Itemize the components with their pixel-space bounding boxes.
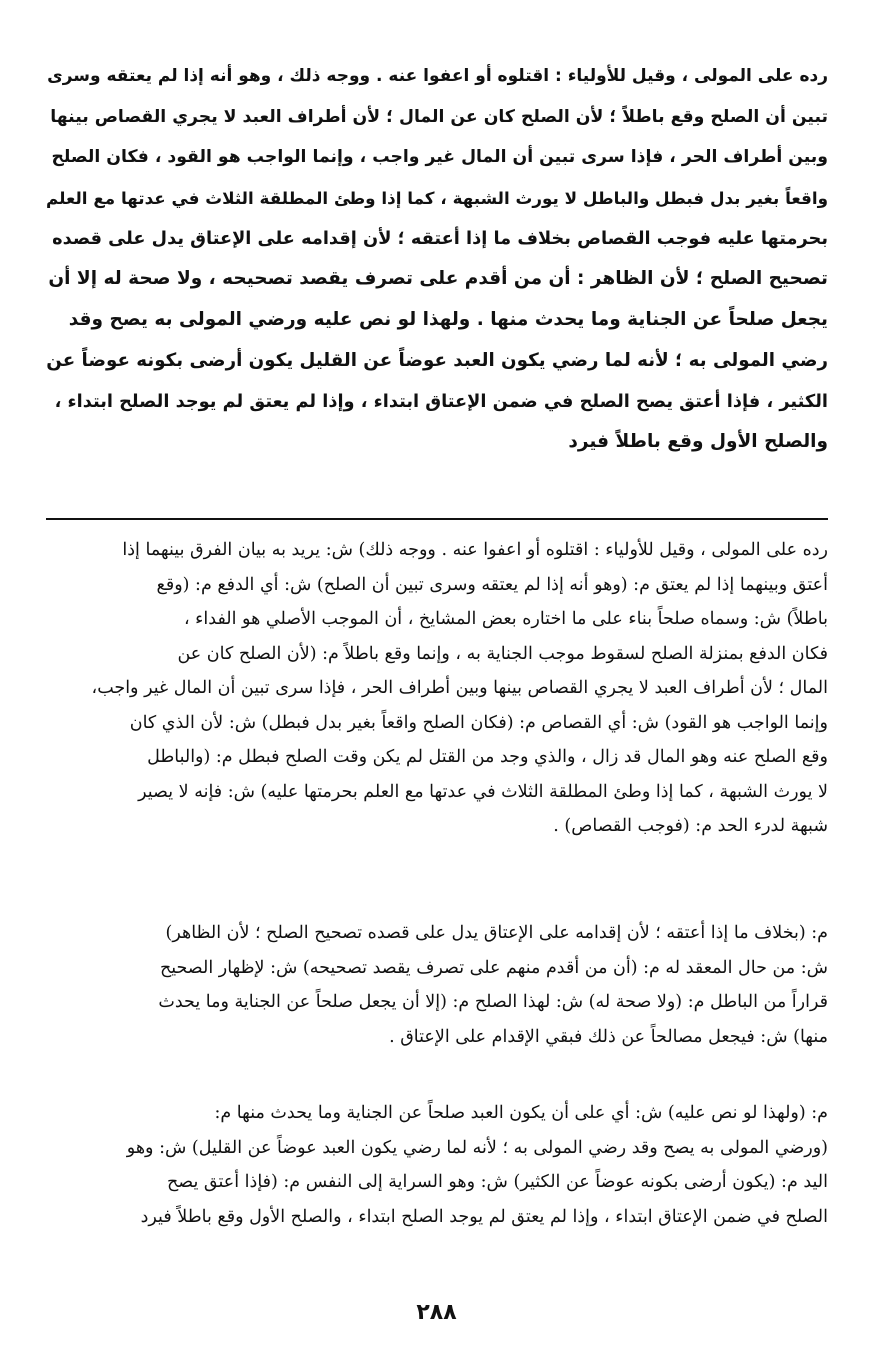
main-text-line: تبين أن الصلح وقع باطلاً ؛ لأن الصلح كان عن المال ؛ لأن أطراف العبد لا يجري القصاص بينها: [50, 106, 828, 127]
commentary-line: شبهة لدرء الحد م: (فوجب القصاص) .: [553, 816, 828, 836]
commentary-line: المال ؛ لأن أطراف العبد لا يجري القصاص بينها وبين أطراف الحر ، فإذا سرى تبين أن المال غير واجب،: [91, 678, 828, 698]
commentary-line: فكان الدفع بمنزلة الصلح لسقوط موجب الجناية به ، وإنما وقع باطلاً م: (لأن الصلح كان عن: [177, 643, 828, 664]
commentary-paragraph-3: [46, 1096, 828, 1234]
commentary-line: ش: من حال المعقد له م: (أن من أقدم منهم على تصرف يقصد تصحيحه) ش: لإظهار الصحيح: [159, 957, 828, 978]
commentary-line: اليد م: (يكون أرضى بكونه عوضاً عن الكثير) ش: وهو السراية إلى النفس م: (فإذا أعتق يصح: [167, 1172, 828, 1192]
section-divider: [46, 518, 828, 520]
main-text-line: رضي المولى به ؛ لأنه لما رضي يكون العبد عوضاً عن القليل يكون أرضى بكونه عوضاً عن: [46, 349, 828, 371]
commentary-line: أعتق وبينهما إذا لم يعتق م: (وهو أنه إذا لم يعتقه وسرى تبين أن الصلح) ش: أي الدفع م: (وقع: [156, 574, 828, 595]
commentary-line: رده على المولى ، وقيل للأولياء : اقتلوه أو اعفوا عنه . ووجه ذلك) ش: يريد به بيان الفرق بينهما إذا: [122, 540, 828, 560]
main-text-line-final: والصلح الأول وقع باطلاً فيرد: [568, 431, 828, 453]
commentary-line: (ورضي المولى به يصح وقد رضي المولى به ؛ لأنه لما رضي يكون العبد عوضاً عن القليل) ش: وهو: [126, 1137, 828, 1158]
commentary-line: م: (ولهذا لو نص عليه) ش: أي على أن يكون العبد صلحاً عن الجناية وما يحدث منها م:: [214, 1103, 828, 1123]
commentary-line: منها) ش: فيجعل مصالحاً عن ذلك فبقي الإقدام على الإعتاق .: [389, 1026, 828, 1047]
commentary-line: قراراً من الباطل م: (ولا صحة له) ش: لهذا الصلح م: (إلا أن يجعل صلحاً عن الجناية وما يحدث: [158, 992, 828, 1012]
main-text-line: تصحيح الصلح ؛ لأن الظاهر : أن من أقدم على تصرف يقصد تصحيحه ، ولا صحة له إلا أن: [48, 268, 828, 290]
main-text-line: بحرمتها عليه فوجب القصاص بخلاف ما إذا أعتقه ؛ لأن إقدامه على الإعتاق يدل على قصده: [52, 228, 828, 249]
commentary-line: الصلح في ضمن الإعتاق ابتداء ، وإذا لم يعتق لم يوجد الصلح ابتداء ، والصلح الأول وقع باطلاً فيرد: [140, 1206, 828, 1227]
commentary-paragraph-2: [46, 916, 828, 1054]
main-text-line: وبين أطراف الحر ، فإذا سرى تبين أن المال غير واجب ، وإنما الواجب هو القود ، فكان الصلح: [51, 147, 828, 168]
main-text-block: [46, 56, 828, 463]
commentary-line: م: (بخلاف ما إذا أعتقه ؛ لأن إقدامه على الإعتاق يدل على قصده تصحيح الصلح ؛ لأن الظاهر): [165, 923, 828, 943]
commentary-line: وإنما الواجب هو القود) ش: أي القصاص م: (فكان الصلح واقعاً بغير بدل فبطل) ش: لأن الذي كان: [129, 712, 828, 733]
main-text-line: يجعل صلحاً عن الجناية وما يحدث منها . ولهذا لو نص عليه ورضي المولى به يصح وقد: [68, 309, 828, 331]
commentary-line: وقع الصلح عنه وهو المال قد زال ، والذي وجد من القتل لم يكن وقت الصلح فبطل م: (والباطل: [147, 747, 828, 767]
commentary-paragraph-1: [46, 533, 828, 844]
main-text-line: الكثير ، فإذا أعتق يصح الصلح في ضمن الإعتاق ابتداء ، وإذا لم يعتق لم يوجد الصلح ابتداء ،: [54, 391, 828, 412]
main-text-line: واقعاً بغير بدل فبطل والباطل لا يورث الشبهة ، كما إذا وطئ المطلقة الثلاث في عدتها مع العلم: [46, 188, 828, 209]
main-text-line: رده على المولى ، وقيل للأولياء : اقتلوه أو اعفوا عنه . ووجه ذلك ، وهو أنه إذا لم يعتقه وسرى: [47, 66, 828, 86]
page-number: ٢٨٨: [416, 1300, 457, 1325]
commentary-line: باطلاً) ش: وسماه صلحاً بناء على ما اختاره بعض المشايخ ، أن الموجب الأصلي هو الفداء ،: [183, 609, 828, 629]
commentary-line: لا يورث الشبهة ، كما إذا وطئ المطلقة الثلاث في عدتها مع العلم بحرمتها عليه) ش: فإنه لا يصير: [138, 781, 828, 802]
